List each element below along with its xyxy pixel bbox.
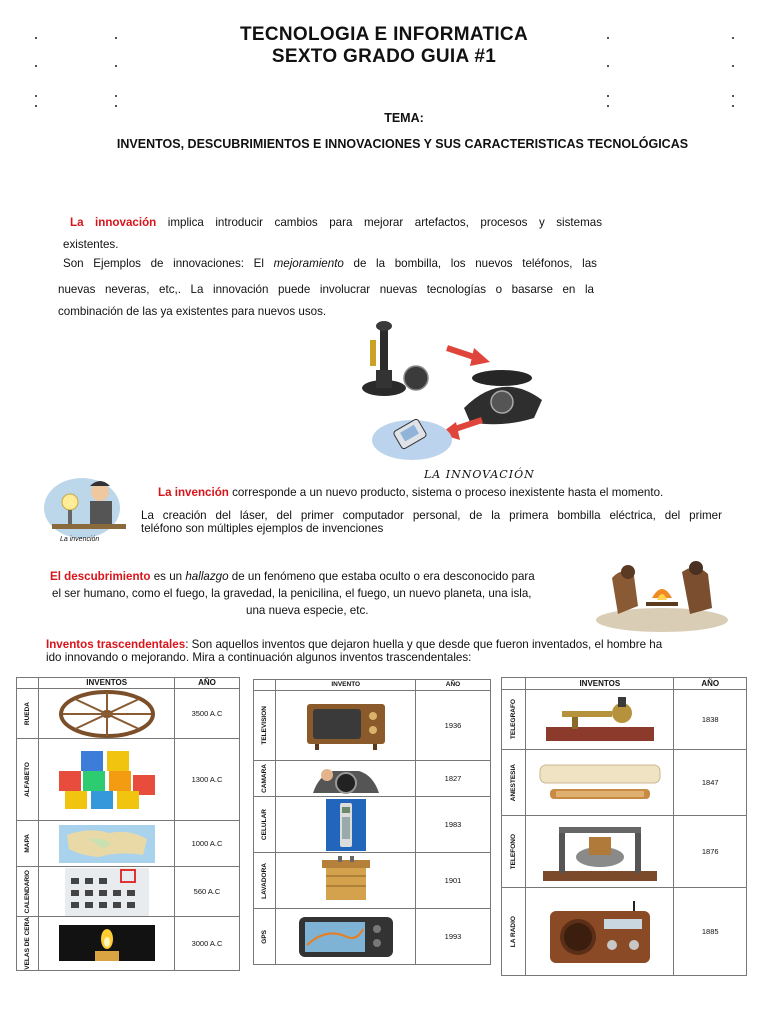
table-row	[17, 689, 240, 739]
table1-header-invento: INVENTOS	[39, 678, 175, 689]
invencion-line3: teléfono son múltiples ejemplos de invenciones	[141, 522, 384, 535]
trascendentales-line1: Inventos trascendentales: Son aquellos inventos que dejaron huella y que desde que fueron inventados, el hombre ha	[46, 638, 663, 651]
invention-illustration	[42, 472, 134, 550]
tema-label: TEMA:	[384, 111, 424, 125]
invention-name: RUEDA	[24, 701, 32, 726]
invention-year: 1885	[674, 888, 747, 976]
trascendentales-line2: ido innovando o mejorando. Mira a continuación algunos inventos trascendentales:	[46, 651, 472, 664]
invention-name: TELEGRAFO	[510, 699, 518, 740]
tv-icon	[305, 702, 387, 750]
invention-year: 1300 A.C	[175, 739, 240, 821]
trascendentales-term: Inventos trascendentales	[46, 638, 186, 651]
inventions-table-1	[16, 677, 240, 971]
table-row	[502, 888, 747, 976]
invention-name: LAVADORA	[261, 862, 269, 899]
descubrimiento-term: El descubrimiento	[50, 570, 151, 583]
page-subtitle: SEXTO GRADO GUIA #1	[271, 46, 497, 67]
innovacion-line2: existentes.	[63, 238, 119, 251]
inventions-table-3	[501, 677, 747, 976]
telegraph-icon	[542, 693, 658, 747]
invention-year: 1993	[416, 909, 491, 965]
invention-name: VELAS DE CERA	[24, 917, 32, 970]
gps-icon	[297, 915, 395, 959]
innovacion-line3: Son Ejemplos de innovaciones: El mejoramiento de la bombilla, los nuevos teléfonos, las	[63, 257, 597, 270]
cellphone-icon	[326, 799, 366, 851]
innovation-caption: LA INNOVACIÓN	[424, 468, 535, 481]
table2-header-anio: AÑO	[416, 680, 491, 691]
descubrimiento-line1: El descubrimiento es un hallazgo de un fenómeno que estaba oculto o era desconocido para	[50, 570, 535, 583]
radio-icon	[546, 897, 654, 967]
wheel-icon	[59, 690, 155, 738]
innovacion-line1: La innovación implica introducir cambios para mejorar artefactos, procesos y sistemas	[70, 216, 602, 229]
table-row	[17, 739, 240, 821]
table-row	[17, 821, 240, 867]
descubrimiento-line3: una nueva especie, etc.	[246, 604, 369, 617]
invention-year: 1847	[674, 750, 747, 816]
table-row	[502, 816, 747, 888]
invention-year: 3000 A.C	[175, 917, 240, 971]
invention-name: CAMARA	[261, 764, 269, 793]
innovacion-term: La innovación	[70, 216, 157, 229]
descubrimiento-line2: el ser humano, como el fuego, la gravedad, la penicilina, el fuego, un nuevo planeta, una isla,	[52, 587, 532, 600]
innovation-illustration	[352, 300, 552, 488]
table-row	[17, 917, 240, 971]
invention-name: CALENDARIO	[24, 869, 32, 914]
table2-header-invento: INVENTO	[276, 680, 416, 691]
invention-name: MAPA	[24, 834, 32, 853]
invention-name: TELEFONO	[510, 833, 518, 870]
invention-year: 1827	[416, 761, 491, 797]
table-row	[254, 761, 491, 797]
tema-subtitle: INVENTOS, DESCUBRIMIENTOS E INNOVACIONES Y SUS CARACTERISTICAS TECNOLÓGICAS	[116, 137, 689, 151]
invention-name: LA RADIO	[510, 915, 518, 948]
inventions-table-2	[253, 679, 491, 965]
invention-name: GPS	[261, 929, 269, 944]
camera-icon	[309, 763, 383, 795]
table3-header-invento: INVENTOS	[526, 678, 674, 690]
phones-evolution-icon	[352, 300, 552, 488]
table-row	[502, 690, 747, 750]
inventor-lamp-icon	[42, 472, 134, 540]
anesthesia-icon	[536, 761, 664, 805]
candle-icon	[59, 925, 155, 961]
innovacion-line4: nuevas neveras, etc,. La innovación puede involucrar nuevas tecnologías o basarse en la	[58, 283, 594, 296]
invention-name: TELEVISION	[261, 706, 269, 745]
cavemen-fire-icon	[592, 558, 732, 634]
discovery-illustration	[592, 558, 732, 634]
invention-year: 3500 A.C	[175, 689, 240, 739]
invencion-line2: La creación del láser, del primer computador personal, de la primera bombilla eléctrica, del primer	[141, 509, 722, 522]
innovacion-line5: combinación de las ya existentes para nuevos usos.	[58, 305, 327, 318]
table-row	[17, 867, 240, 917]
invention-year: 1876	[674, 816, 747, 888]
table-row	[254, 853, 491, 909]
table3-header-anio: AÑO	[674, 678, 747, 690]
table-row	[502, 750, 747, 816]
map-icon	[59, 825, 155, 863]
invention-name: ALFABETO	[24, 762, 32, 797]
alphabet-blocks-icon	[55, 749, 159, 811]
invention-year: 1901	[416, 853, 491, 909]
invention-year: 560 A.C	[175, 867, 240, 917]
table1-header-anio: AÑO	[175, 678, 240, 689]
invention-name: CELULAR	[261, 808, 269, 841]
invention-caption: La invención	[60, 536, 100, 543]
calendar-icon	[65, 868, 149, 916]
invention-year: 1000 A.C	[175, 821, 240, 867]
old-telephone-icon	[539, 821, 661, 883]
table-row	[254, 909, 491, 965]
invencion-line1: La invención corresponde a un nuevo producto, sistema o proceso inexistente hasta el momento.	[158, 486, 664, 499]
invention-year: 1983	[416, 797, 491, 853]
invention-year: 1838	[674, 690, 747, 750]
washer-icon	[316, 856, 376, 906]
invention-name: ANESTESIA	[510, 763, 518, 802]
table-row	[254, 691, 491, 761]
table-row	[254, 797, 491, 853]
page-title: TECNOLOGIA E INFORMATICA	[240, 24, 528, 45]
invention-year: 1936	[416, 691, 491, 761]
invencion-term: La invención	[158, 486, 229, 499]
